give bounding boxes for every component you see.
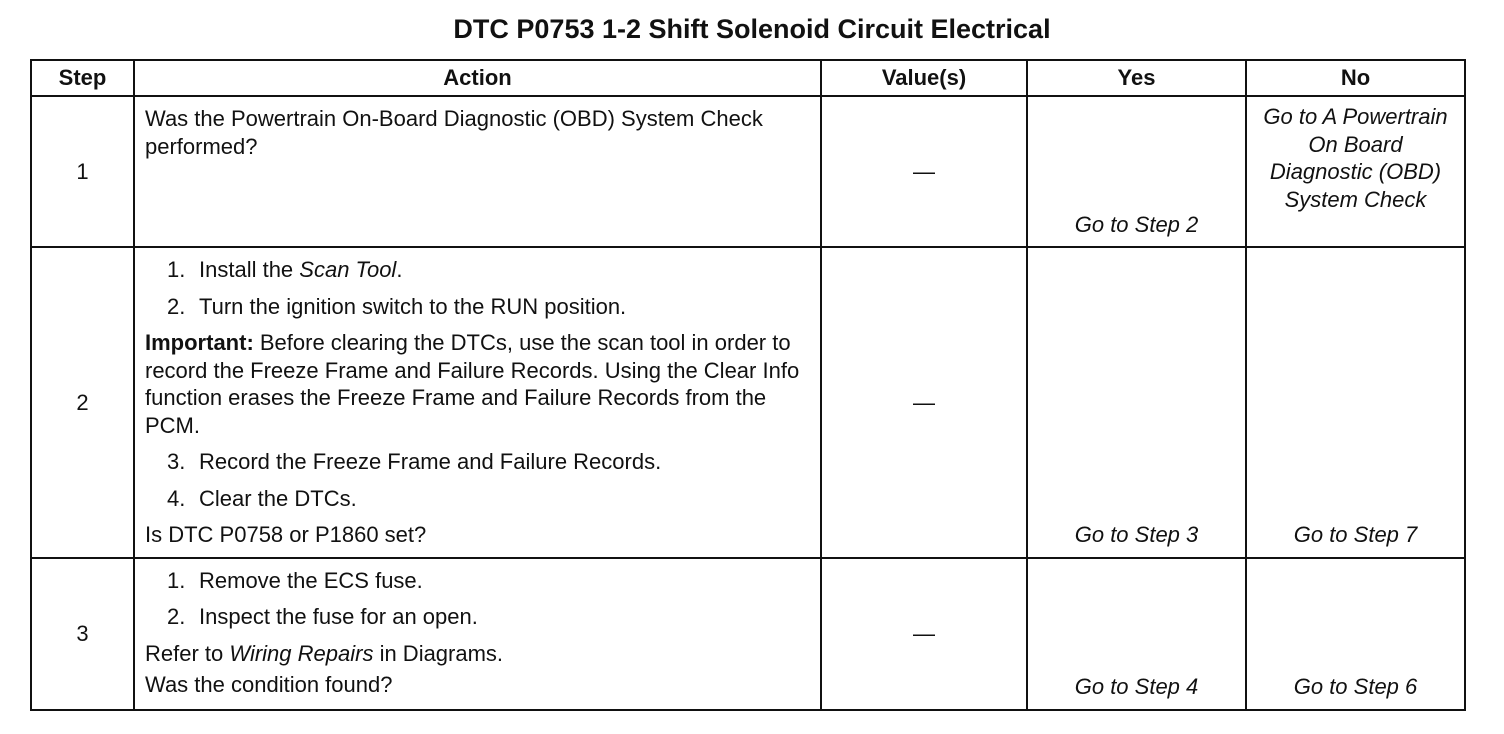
table-row [31, 247, 1465, 558]
refer-prefix: Refer to [145, 640, 230, 666]
item-number: 1. [167, 257, 186, 282]
action-item [145, 603, 810, 631]
yes-link[interactable]: Go to Step 2 [1027, 96, 1246, 247]
step-number: 1 [31, 96, 134, 247]
header-action: Action [134, 60, 821, 96]
header-no: No [1246, 60, 1465, 96]
value-cell: — [821, 96, 1027, 247]
action-item [145, 293, 810, 321]
no-link[interactable]: A Powertrain On Board Diagnostic (OBD) System Check [1269, 104, 1448, 212]
scan-tool-link[interactable]: Scan Tool [299, 257, 397, 282]
item-number: 1. [167, 567, 186, 593]
important-note [145, 329, 810, 439]
item-suffix: . [396, 257, 403, 282]
value-cell: — [821, 247, 1027, 558]
no-cell [1246, 96, 1465, 247]
no-link[interactable]: Go to Step 6 [1246, 558, 1465, 710]
item-text: Record the Freeze Frame and Failure Records. [199, 449, 662, 474]
important-label: Important: [145, 330, 254, 355]
item-number: 4. [167, 485, 186, 511]
item-text: Inspect the fuse for an open. [199, 604, 478, 629]
header-step: Step [31, 60, 134, 96]
yes-link[interactable]: Go to Step 4 [1027, 558, 1246, 710]
item-prefix: Install the [199, 257, 300, 282]
header-values: Value(s) [821, 60, 1027, 96]
wiring-repairs-link[interactable]: Wiring Repairs [229, 640, 374, 666]
important-text: Before clearing the DTCs, use the scan tool in order to record the Freeze Frame and Failure Records. Using the Clear Info function erases the Freeze Frame and Failure Records from the PCM. [145, 330, 800, 438]
header-yes: Yes [1027, 60, 1246, 96]
no-prefix: Go to [1263, 104, 1323, 129]
item-number: 3. [167, 449, 186, 474]
action-item [145, 448, 810, 476]
no-link[interactable]: Go to Step 7 [1246, 247, 1465, 558]
action-item [145, 485, 810, 513]
item-number: 2. [167, 293, 186, 319]
step-number: 3 [31, 558, 134, 710]
yes-link[interactable]: Go to Step 3 [1027, 247, 1246, 558]
action-question: Is DTC P0758 or P1860 set? [145, 522, 427, 547]
step-number: 2 [31, 247, 134, 558]
item-number: 2. [167, 604, 186, 629]
action-cell [134, 247, 821, 558]
page-title: DTC P0753 1-2 Shift Solenoid Circuit Electrical [453, 14, 1051, 44]
action-question: Was the Powertrain On-Board Diagnostic (OBD) System Check performed? [145, 106, 763, 159]
action-item [145, 567, 810, 595]
table-row [31, 558, 1465, 710]
refer-note [145, 640, 810, 668]
refer-suffix: in Diagrams. [373, 640, 504, 666]
action-cell [134, 96, 821, 247]
table-row [31, 96, 1465, 247]
value-cell: — [821, 558, 1027, 710]
action-item [145, 256, 810, 284]
item-text: Clear the DTCs. [199, 485, 357, 511]
item-text: Turn the ignition switch to the RUN position. [199, 293, 627, 319]
item-text: Remove the ECS fuse. [199, 567, 423, 593]
action-question: Was the condition found? [145, 672, 393, 697]
action-cell [134, 558, 821, 710]
diagnostic-table [30, 59, 1466, 711]
header-row [31, 60, 1465, 96]
